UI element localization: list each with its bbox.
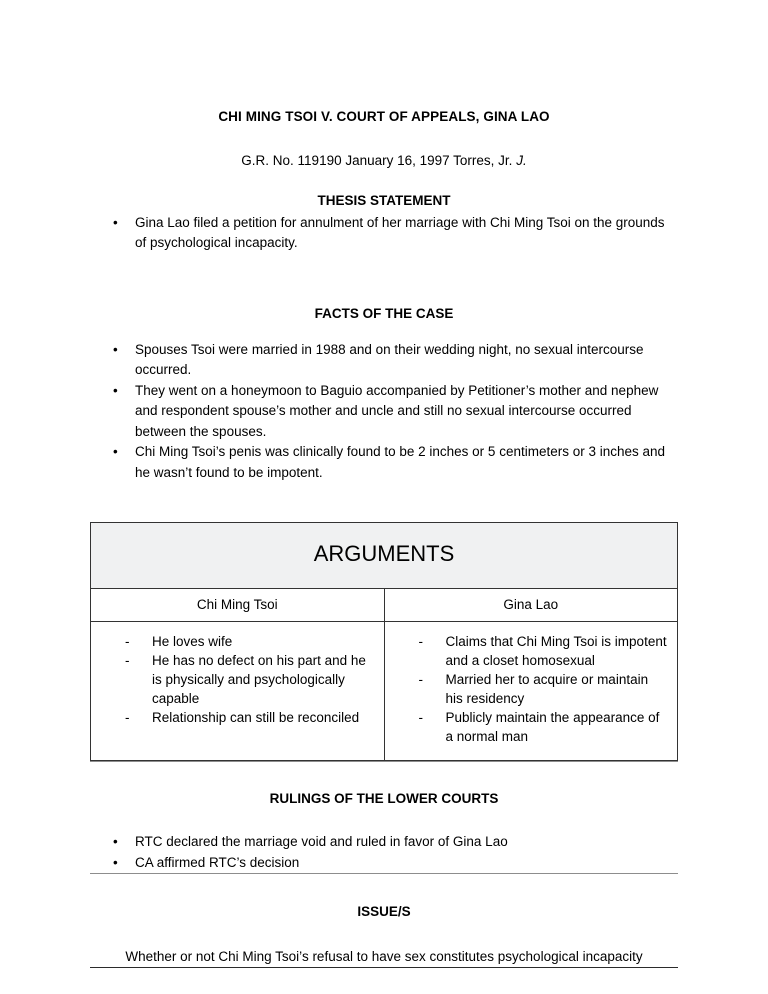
citation-text: G.R. No. 119190 January 16, 1997 Torres, Jr.: [241, 153, 517, 169]
list-item: • Spouses Tsoi were married in 1988 and on their wedding night, no sexual intercourse occurred.: [90, 340, 678, 381]
list-item: - He has no defect on his part and he is physically and psychologically capable: [101, 651, 374, 708]
arguments-column-header-respondent: Gina Lao: [384, 588, 678, 621]
list-item: • CA affirmed RTC’s decision: [90, 853, 678, 874]
arguments-table: [90, 522, 678, 761]
list-item: • They went on a honeymoon to Baguio accompanied by Petitioner’s mother and nephew and respondent spouse’s mother and uncle and still no sexual intercourse occurred between the spouses.: [90, 381, 678, 443]
list-item: - He loves wife: [101, 632, 374, 651]
rulings-heading: RULINGS OF THE LOWER COURTS: [269, 790, 499, 806]
issue-heading: ISSUE/S: [357, 904, 411, 920]
thesis-statement-list: [90, 211, 678, 254]
arguments-body-row: [91, 621, 678, 760]
document-title: CHI MING TSOI V. COURT OF APPEALS, GINA LAO: [218, 109, 550, 124]
list-item: - Publicly maintain the appearance of a normal man: [395, 708, 668, 746]
citation-justice-abbrev: J.: [516, 153, 527, 169]
list-item: - Claims that Chi Ming Tsoi is impotent and a closet homosexual: [395, 632, 668, 670]
arguments-banner-row: [91, 523, 678, 589]
section-divider-bottom: [90, 967, 678, 968]
rulings-list: [90, 808, 678, 873]
thesis-statement-heading: THESIS STATEMENT: [317, 193, 451, 209]
list-item: • Chi Ming Tsoi’s penis was clinically found to be 2 inches or 5 centimeters or 3 inches and he wasn’t found to be impotent.: [90, 442, 678, 483]
issue-text: Whether or not Chi Ming Tsoi’s refusal to have sex constitutes psychological incapacity: [125, 949, 643, 965]
arguments-header-row: [91, 588, 678, 621]
arguments-banner-cell: ARGUMENTS: [91, 523, 678, 589]
case-citation: [90, 126, 678, 170]
list-item: • RTC declared the marriage void and ruled in favor of Gina Lao: [90, 832, 678, 853]
arguments-cell-petitioner: [91, 621, 385, 760]
arguments-list-petitioner: [101, 632, 374, 727]
arguments-column-header-petitioner: Chi Ming Tsoi: [91, 588, 385, 621]
list-item: - Relationship can still be reconciled: [101, 708, 374, 727]
list-item: • Gina Lao filed a petition for annulment of her marriage with Chi Ming Tsoi on the grounds of psychological incapacity.: [90, 213, 678, 254]
facts-of-the-case-heading: FACTS OF THE CASE: [314, 305, 454, 321]
list-item: - Married her to acquire or maintain his residency: [395, 670, 668, 708]
arguments-cell-respondent: [384, 621, 678, 760]
facts-of-the-case-list: [90, 323, 678, 484]
arguments-list-respondent: [395, 632, 668, 746]
